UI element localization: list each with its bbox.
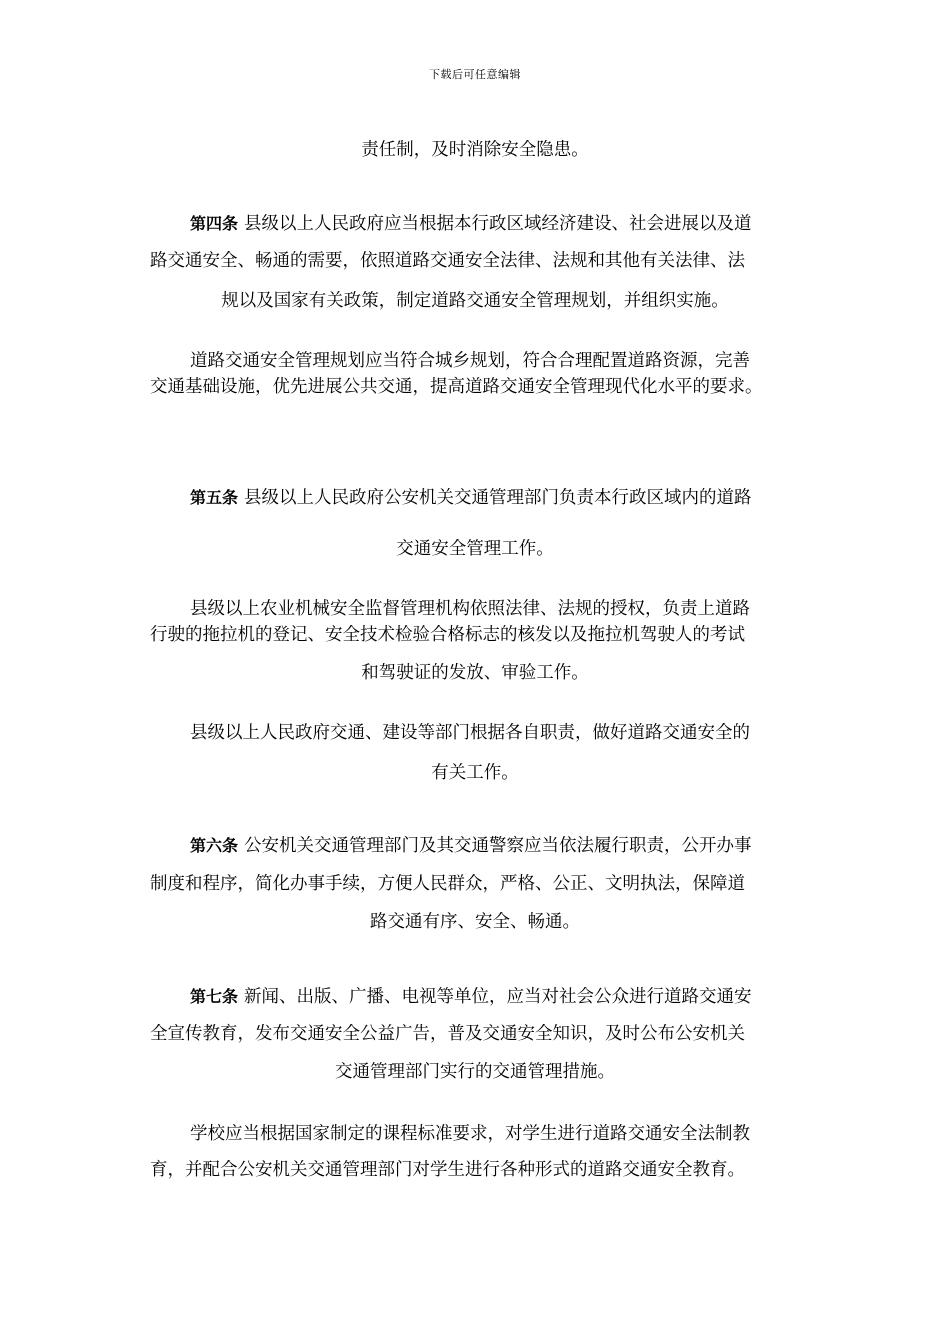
page-header: 下载后可任意编辑: [429, 68, 521, 81]
article-4-title: 第四条: [190, 214, 239, 233]
text-line: 和驾驶证的发放、审验工作。: [361, 663, 589, 683]
text-line: 县级以上人民政府交通、建设等部门根据各自职责，做好道路交通安全的: [190, 723, 750, 743]
text-line: 制度和程序，简化办事手续，方便人民群众，严格、公正、文明执法，保障道: [150, 874, 745, 894]
article-7-line-1: [190, 986, 752, 1008]
text-line: 交通安全管理工作。: [396, 539, 554, 559]
text-line: 行驶的拖拉机的登记、安全技术检验合格标志的核发以及拖拉机驾驶人的考试: [150, 625, 745, 645]
text-span: 县级以上人民政府公安机关交通管理部门负责本行政区域内的道路: [244, 488, 752, 508]
article-5-line-1: [190, 487, 752, 509]
text-line: 规以及国家有关政策，制定道路交通安全管理规划，并组织实施。: [221, 291, 729, 311]
text-line: 路交通有序、安全、畅通。: [370, 912, 580, 932]
text-line: 责任制，及时消除安全隐患。: [361, 140, 589, 160]
text-line: 交通管理部门实行的交通管理措施。: [335, 1062, 615, 1082]
text-line: 学校应当根据国家制定的课程标准要求，对学生进行道路交通安全法制教: [190, 1124, 750, 1144]
article-4-line-1: [190, 213, 752, 235]
text-span: 公安机关交通管理部门及其交通警察应当依法履行职责，公开办事: [244, 836, 752, 856]
article-6-line-1: [190, 835, 752, 857]
article-6-title: 第六条: [190, 836, 239, 855]
text-line: 育，并配合公安机关交通管理部门对学生进行各种形式的道路交通安全教育。: [150, 1160, 745, 1180]
text-span: 新闻、出版、广播、电视等单位，应当对社会公众进行道路交通安: [244, 987, 752, 1007]
article-5-title: 第五条: [190, 488, 239, 507]
text-line: 路交通安全、畅通的需要，依照道路交通安全法律、法规和其他有关法律、法: [150, 251, 745, 271]
text-line: 有关工作。: [431, 763, 519, 783]
text-span: 县级以上人民政府应当根据本行政区域经济建设、社会进展以及道: [244, 214, 752, 234]
text-line: 交通基础设施，优先进展公共交通，提高道路交通安全管理现代化水平的要求。: [150, 377, 763, 397]
text-line: 全宣传教育，发布交通安全公益广告，普及交通安全知识，及时公布公安机关: [150, 1024, 745, 1044]
article-7-title: 第七条: [190, 987, 239, 1006]
text-line: 县级以上农业机械安全监督管理机构依照法律、法规的授权，负责上道路: [190, 599, 750, 619]
text-line: 道路交通安全管理规划应当符合城乡规划，符合合理配置道路资源，完善: [190, 351, 750, 371]
